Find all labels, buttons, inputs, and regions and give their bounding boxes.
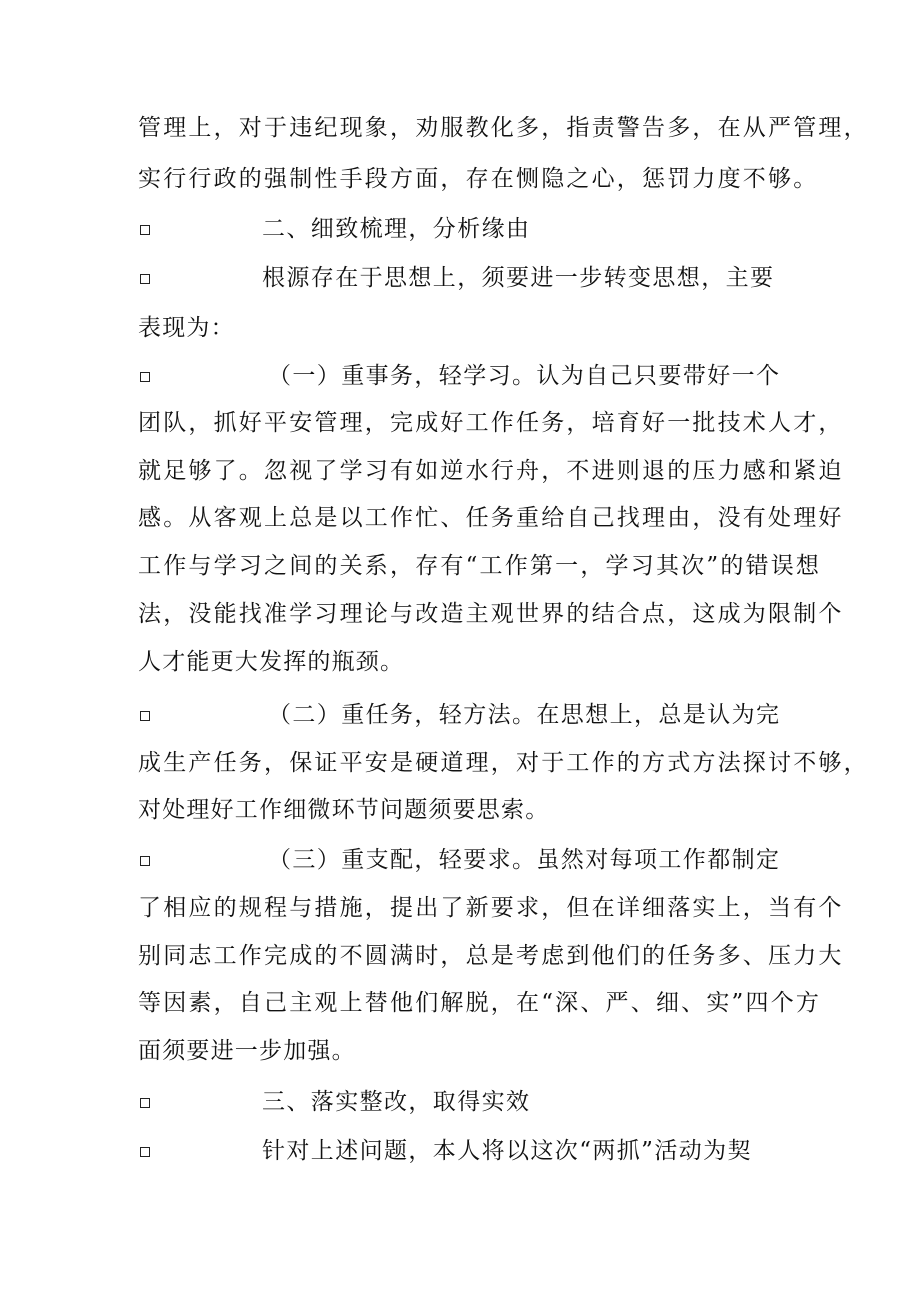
paragraph-line: 别同志工作完成的不圆满时，总是考虑到他们的任务多、压力大: [138, 943, 844, 969]
paragraph-line: 人才能更大发挥的瓶颈。: [138, 649, 405, 675]
checkbox-marker-icon: [140, 274, 150, 284]
paragraph-line: 表现为：: [138, 315, 235, 341]
checkbox-marker-icon: [140, 711, 150, 721]
checkbox-marker-icon: [140, 225, 150, 235]
section-heading: 二、细致梳理，分析缘由: [262, 216, 531, 242]
section-heading-row: [138, 1087, 788, 1117]
section-heading: 三、落实整改，取得实效: [262, 1089, 531, 1115]
paragraph-line: 等因素，自己主观上替他们解脱，在“深、严、细、实”四个方: [138, 990, 822, 1016]
checkbox-marker-icon: [140, 856, 150, 866]
paragraph-line: 管理上，对于违纪现象，劝服教化多，指责警告多，在从严管理，: [138, 115, 869, 141]
paragraph-line: 对处理好工作细微环节问题须要思索。: [138, 797, 550, 823]
paragraph-line: 工作与学习之间的关系，存有“工作第一，学习其次”的错误想: [138, 553, 822, 579]
paragraph-first-line: （一）重事务，轻学习。认为自己只要带好一个: [268, 363, 781, 389]
paragraph-line: 团队，抓好平安管理，完成好工作任务，培育好一批技术人才，: [138, 410, 844, 436]
paragraph-line: 成生产任务，保证平安是硬道理，对于工作的方式方法探讨不够，: [138, 750, 869, 776]
paragraph-first-line: 针对上述问题，本人将以这次“两抓”活动为契: [262, 1138, 752, 1164]
paragraph-line: 感。从客观上总是以工作忙、任务重给自己找理由，没有处理好: [138, 505, 844, 531]
paragraph-first-row: [138, 361, 788, 391]
paragraph-line: 就足够了。忽视了学习有如逆水行舟，不进则退的压力感和紧迫: [138, 458, 844, 484]
paragraph-first-line: 根源存在于思想上，须要进一步转变思想，主要: [262, 265, 775, 291]
checkbox-marker-icon: [140, 1098, 150, 1108]
paragraph-line: 面须要进一步加强。: [138, 1038, 356, 1064]
checkbox-marker-icon: [140, 1147, 150, 1157]
paragraph-first-row: [138, 700, 788, 730]
paragraph-first-line: （三）重支配，轻要求。虽然对每项工作都制定: [268, 847, 781, 873]
section-heading-row: [138, 214, 788, 244]
checkbox-marker-icon: [140, 372, 150, 382]
paragraph-first-line: （二）重任务，轻方法。在思想上，总是认为完: [268, 702, 781, 728]
paragraph-line: 法，没能找准学习理论与改造主观世界的结合点，这成为限制个: [138, 601, 844, 627]
paragraph-first-row: [138, 845, 788, 875]
paragraph-line: 实行行政的强制性手段方面，存在恻隐之心，惩罚力度不够。: [138, 166, 819, 192]
paragraph-first-row: [138, 1136, 788, 1166]
paragraph-line: 了相应的规程与措施，提出了新要求，但在详细落实上，当有个: [138, 895, 844, 921]
paragraph-first-row: [138, 263, 788, 293]
